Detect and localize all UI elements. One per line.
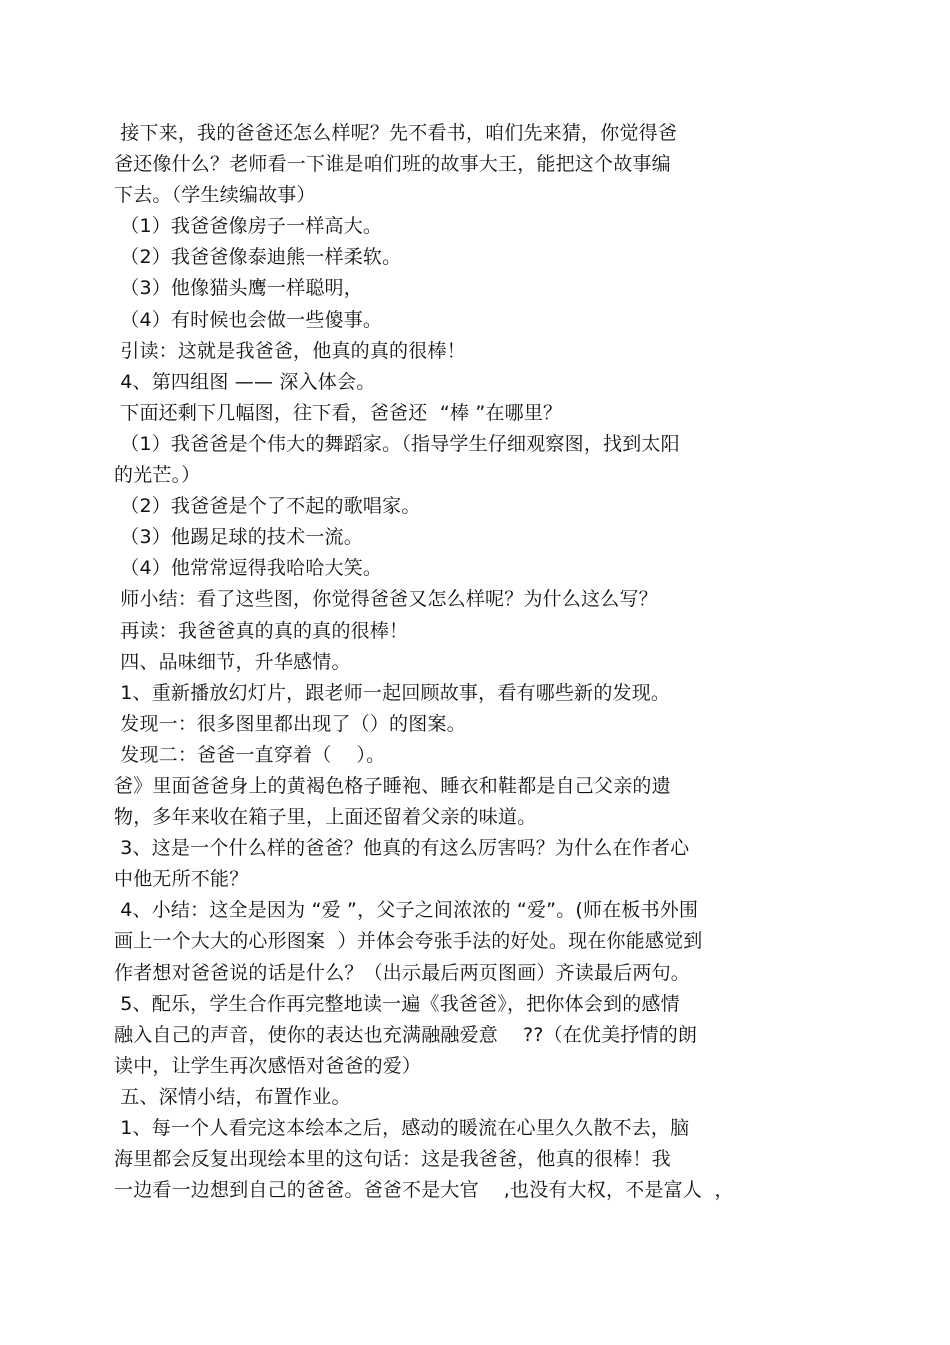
text-line: 海里都会反复出现绘本里的这句话：这是我爸爸，他真的很棒！我 xyxy=(114,1148,671,1171)
text-line: 的光芒。） xyxy=(114,464,201,487)
text-line: 中他无所不能？ xyxy=(114,868,249,891)
text-line: （4）有时候也会做一些傻事。 xyxy=(114,308,383,331)
text-line: 物，多年来收在箱子里，上面还留着父亲的味道。 xyxy=(114,806,537,829)
text-line: 5、配乐，学生合作再完整地读一遍《我爸爸》，把你体会到的感情 xyxy=(114,992,680,1015)
text-line: 下去。（学生续编故事） xyxy=(114,184,316,207)
text-line: （3）他踢足球的技术一流。 xyxy=(114,526,363,549)
text-line: 引读：这就是我爸爸，他真的真的很棒！ xyxy=(114,339,466,362)
text-line: 师小结：看了这些图，你觉得爸爸又怎么样呢？为什么这么写？ xyxy=(114,588,658,611)
text-line: 五、深情小结，布置作业。 xyxy=(114,1085,351,1108)
text-line: （2）我爸爸是个了不起的歌唱家。 xyxy=(114,495,421,518)
text-line: （2）我爸爸像泰迪熊一样柔软。 xyxy=(114,246,402,269)
text-line: 融入自己的声音，使你的表达也充满融融爱意 ??（在优美抒情的朗 xyxy=(114,1023,698,1046)
text-line: 读中，让学生再次感悟对爸爸的爱） xyxy=(114,1054,422,1077)
text-line: 4、第四组图 —— 深入体会。 xyxy=(114,370,376,393)
text-line: 四、品味细节，升华感情。 xyxy=(114,650,351,673)
text-line: 下面还剩下几幅图，往下看，爸爸还 “棒 ”在哪里？ xyxy=(114,401,563,424)
text-line: 发现一：很多图里都出现了（）的图案。 xyxy=(114,712,466,735)
text-line: 一边看一边想到自己的爸爸。爸爸不是大官 ,也没有大权，不是富人 ， xyxy=(114,1179,734,1202)
text-line: 再读：我爸爸真的真的真的很棒！ xyxy=(114,619,409,642)
text-line: 1、每一个人看完这本绘本之后，感动的暖流在心里久久散不去，脑 xyxy=(114,1117,690,1139)
text-line: 作者想对爸爸说的话是什么？（出示最后两页图画）齐读最后两句。 xyxy=(114,961,691,984)
text-line: 接下来，我的爸爸还怎么样呢？先不看书，咱们先来猜，你觉得爸 xyxy=(114,122,678,144)
text-line: 爸》里面爸爸身上的黄褐色格子睡袍、睡衣和鞋都是自己父亲的遗 xyxy=(114,774,671,797)
text-line: （1）我爸爸是个伟大的舞蹈家。（指导学生仔细观察图，找到太阳 xyxy=(114,432,680,455)
text-line: 1、重新播放幻灯片，跟老师一起回顾故事，看有哪些新的发现。 xyxy=(114,681,671,704)
text-line: （4）他常常逗得我哈哈大笑。 xyxy=(114,557,383,580)
document-body xyxy=(114,118,834,1206)
text-line: 画上一个大大的心形图案 ）并体会夸张手法的好处。现在你能感觉到 xyxy=(114,930,703,953)
text-line: 发现二：爸爸一直穿着（ ）。 xyxy=(114,743,386,766)
text-line: 4、小结：这全是因为 “爱 ”，父子之间浓浓的 “爱”。(师在板书外围 xyxy=(114,899,699,922)
text-line: （1）我爸爸像房子一样高大。 xyxy=(114,215,383,238)
text-line: 爸还像什么？老师看一下谁是咱们班的故事大王，能把这个故事编 xyxy=(114,153,671,176)
text-line: （3）他像猫头鹰一样聪明， xyxy=(114,277,363,300)
text-line: 3、这是一个什么样的爸爸？他真的有这么厉害吗？为什么在作者心 xyxy=(114,837,690,860)
